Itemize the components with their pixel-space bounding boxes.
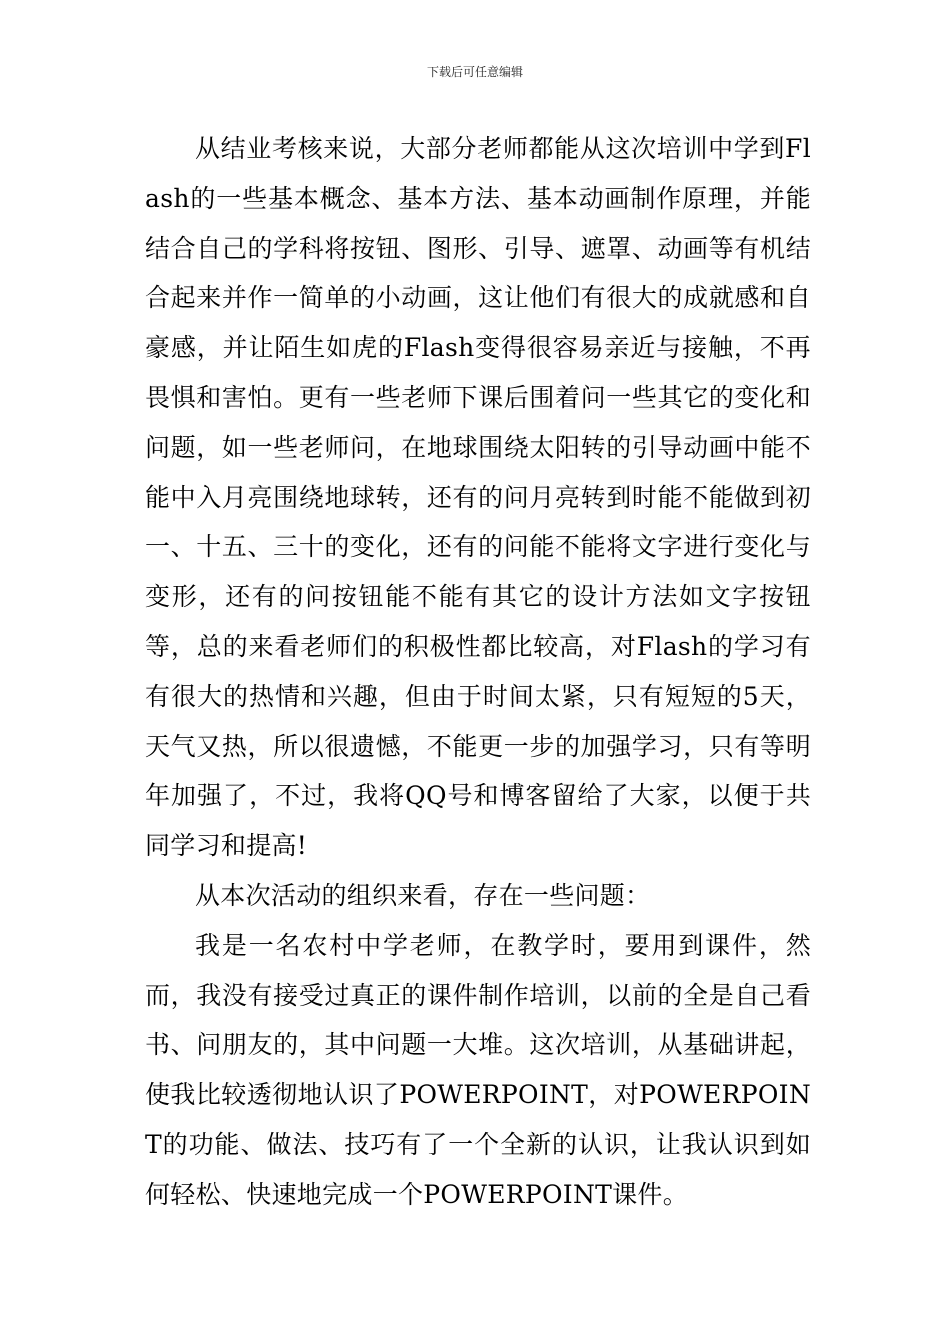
paragraph-training-assessment: 从结业考核来说，大部分老师都能从这次培训中学到Flash的一些基本概念、基本方法、基本动画制作原理，并能结合自己的学科将按钮、图形、引导、遮罩、动画等有机结合起来并作一简单的小动画，这让他们有很大的成就感和自豪感，并让陌生如虎的Flash变得很容易亲近与接触，不再畏惧和害怕。更有一些老师下课后围着问一些其它的变化和问题，如一些老师问，在地球围绕太阳转的引导动画中能不能中入月亮围绕地球转，还有的问月亮转到时能不能做到初一、十五、三十的变化，还有的问能不能将文字进行变化与变形，还有的问按钮能不能有其它的设计方法如文字按钮等，总的来看老师们的积极性都比较高，对Flash的学习有有很大的热情和兴趣，但由于时间太紧，只有短短的5天，天气又热，所以很遗憾，不能更一步的加强学习，只有等明年加强了，不过，我将QQ号和博客留给了大家，以便于共同学习和提高! bbox=[145, 134, 811, 861]
document-body bbox=[145, 124, 811, 1220]
paragraph-teacher-reflection: 我是一名农村中学老师，在教学时，要用到课件，然而，我没有接受过真正的课件制作培训，以前的全是自己看书、问朋友的，其中问题一大堆。这次培训，从基础讲起，使我比较透彻地认识了POWERPOINT，对POWERPOINT的功能、做法、技巧有了一个全新的认识，让我认识到如何轻松、快速地完成一个POWERPOINT课件。 bbox=[145, 930, 811, 1209]
page-header: 下载后可任意编辑 bbox=[426, 65, 523, 79]
paragraph-organization-issues: 从本次活动的组织来看，存在一些问题： bbox=[195, 880, 651, 910]
